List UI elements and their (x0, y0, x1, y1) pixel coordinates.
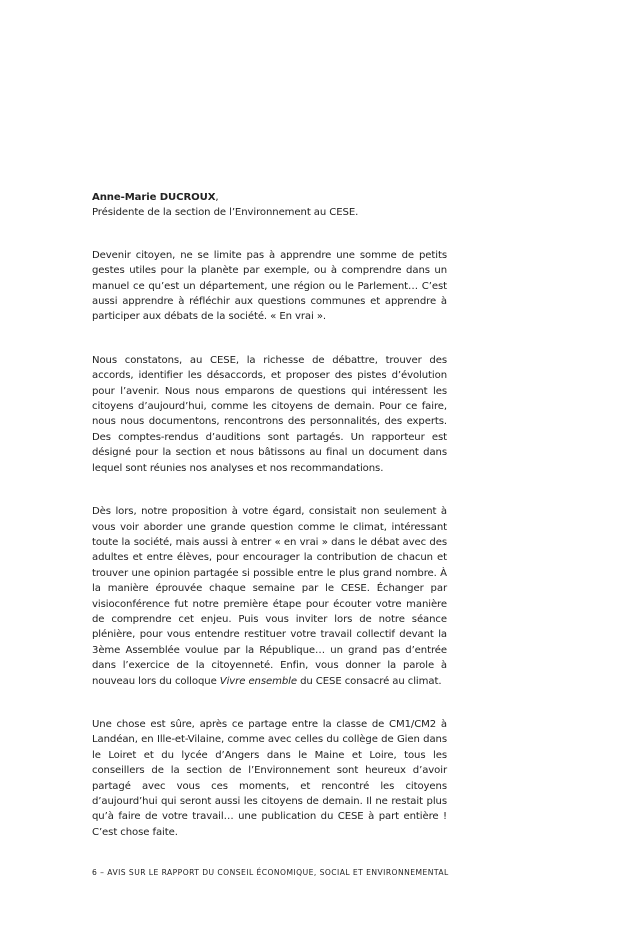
paragraph-3-text-after: du CESE consacré au climat. (296, 675, 442, 687)
paragraph-3-text-before: Dès lors, notre proposition à votre égard, consistait non seulement à vous voir aborder une grande question comme le climat, intéressant toute la société, mais aussi à entrer « en vrai » dans le débat avec des adultes et entre élèves, pour encourager la contribution de chacun et trouver une opinion partagée si possible entre le plus grand nombre. À la manière éprouvée chaque semaine par le CESE. Échanger par visioconférence fut notre première étape pour écouter votre manière de comprendre cet enjeu. Puis vous inviter lors de notre séance plénière, pour vous entendre restituer votre travail collectif devant la 3ème Assemblée voulue par la République… un grand pas d’entrée dans l’exercice de la citoyenneté. Enfin, vous donner la parole à nouveau lors du colloque (92, 506, 447, 687)
page-number: 6 (92, 868, 98, 877)
author-role: Présidente de la section de l’Environnement au CESE. (92, 207, 359, 219)
page-footer (92, 868, 512, 877)
paragraph-4: Une chose est sûre, après ce partage entre la classe de CM1/CM2 à Landéan, en Ille-et-Vilaine, comme avec celles du collège de Gien dans le Loiret et du lycée d’Angers dans le Maine et Loire, tous les conseillers de la section de l’Environnement sont heureux d’avoir partagé avec vous ces moments, et rencontré les citoyens d’aujourd’hui qui seront aussi les citoyens de demain. Il ne restait plus qu’à faire de votre travail… une publication du CESE à part entière ! C’est chose faite. (92, 718, 447, 838)
signature-block (92, 190, 447, 221)
paragraph-1: Devenir citoyen, ne se limite pas à apprendre une somme de petits gestes utiles pour la planète par exemple, ou à comprendre dans un manuel ce qu’est un département, une région ou le Parlement… C’est aussi apprendre à réfléchir aux questions communes et apprendre à participer aux débats de la société. « En vrai ». (92, 249, 447, 323)
paragraph-2: Nous constatons, au CESE, la richesse de débattre, trouver des accords, identifier les désaccords, et proposer des pistes d’évolution pour l’avenir. Nous nous emparons de questions qui intéressent les citoyens d’aujourd’hui, comme les citoyens de demain. Pour ce faire, nous nous documentons, rencontrons des personnalités, des experts. Des comptes-rendus d’auditions sont partagés. Un rapporteur est désigné pour la section et nous bâtissons au final un document dans lequel sont réunies nos analyses et nos recommandations. (92, 354, 447, 474)
main-content (92, 190, 447, 868)
footer-title: AVIS SUR LE RAPPORT DU CONSEIL ÉCONOMIQUE, SOCIAL ET ENVIRONNEMENTAL (107, 868, 449, 877)
colloquium-title: Vivre ensemble (219, 675, 297, 687)
paragraph-3 (92, 504, 447, 689)
footer-separator: – (100, 868, 105, 877)
name-comma: , (215, 192, 219, 203)
signature-name-line (92, 190, 447, 205)
author-name: Anne-Marie DUCROUX (92, 192, 216, 203)
